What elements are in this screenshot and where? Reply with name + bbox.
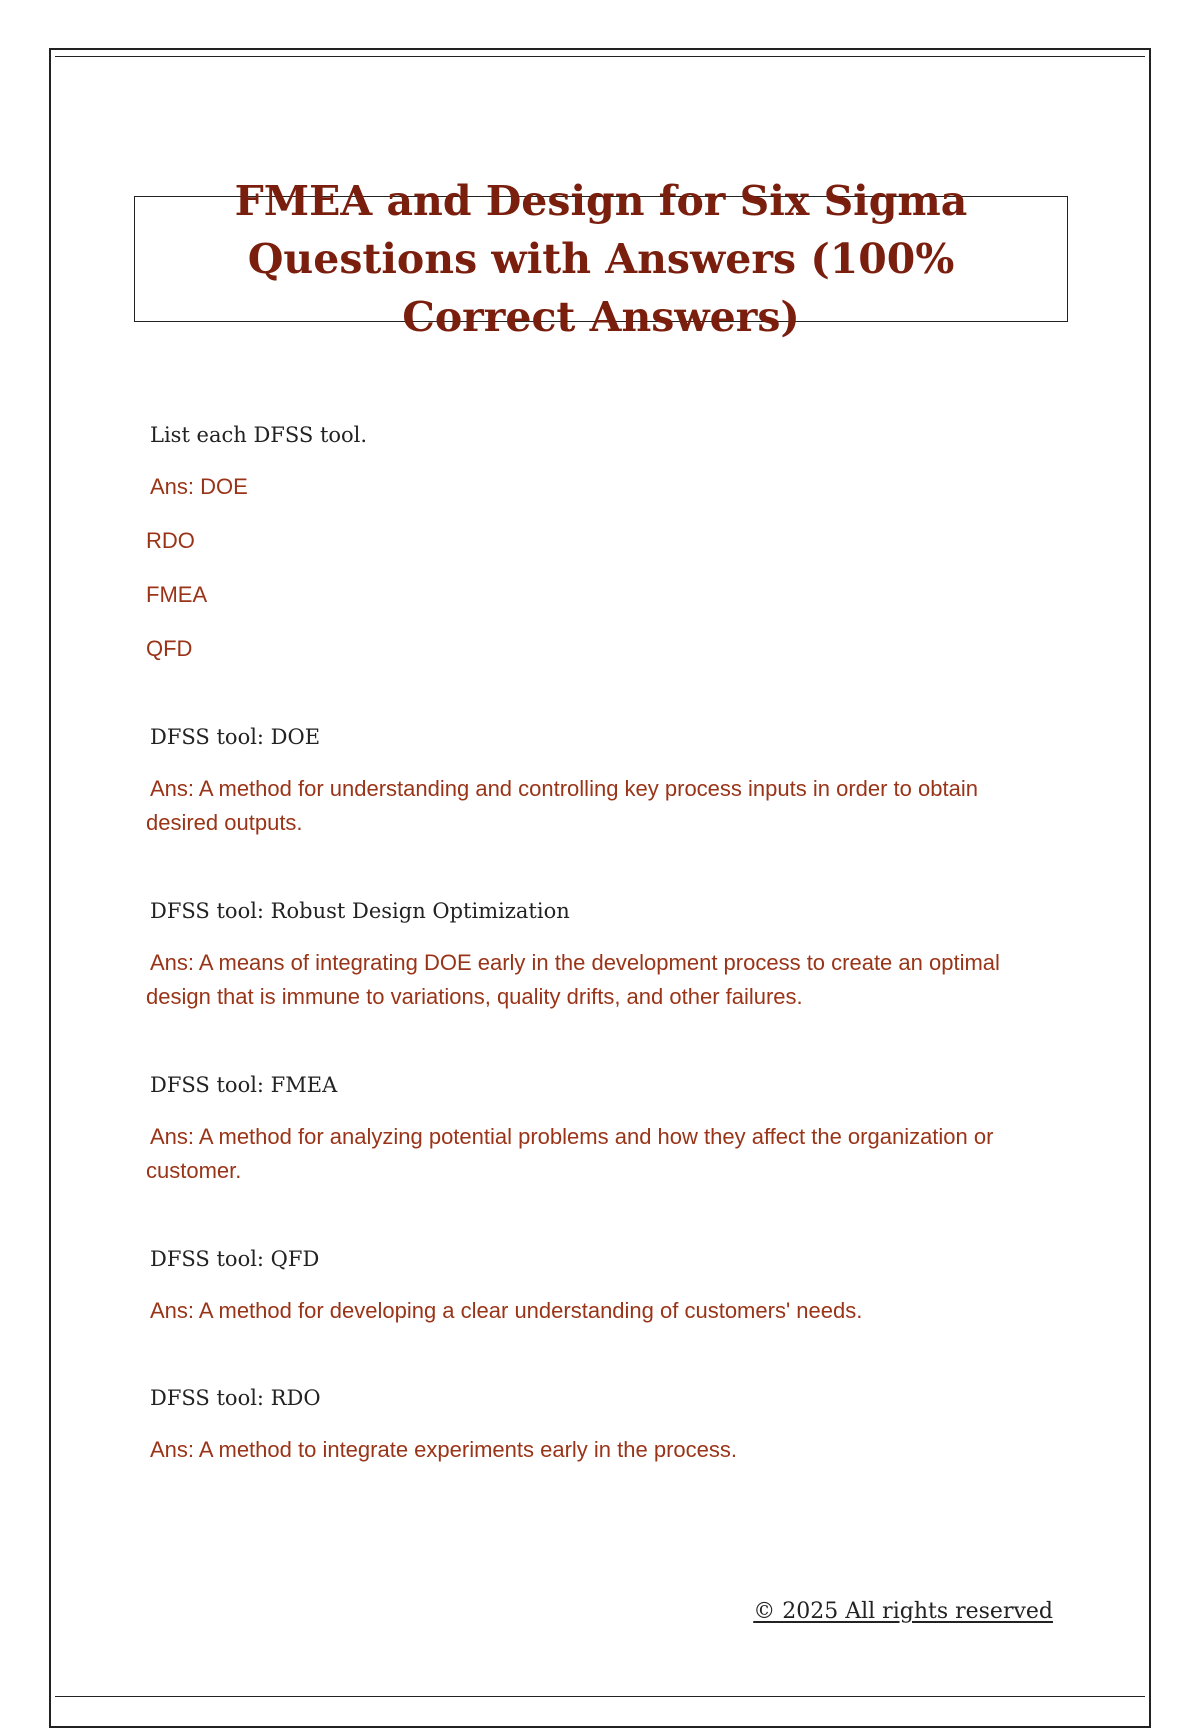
document-title: FMEA and Design for Six Sigma Questions with Answers (100% Correct Answers) [234, 177, 968, 341]
qa-item [146, 722, 1046, 840]
question-text: DFSS tool: RDO [150, 1386, 321, 1410]
answer-line: RDO [146, 528, 195, 553]
top-rule [55, 56, 1145, 57]
qa-item [146, 1383, 1046, 1467]
answer-line: Ans: DOE [150, 474, 248, 499]
answer-text: Ans: A method for analyzing potential problems and how they affect the organization or customer. [146, 1124, 994, 1183]
question-text: DFSS tool: Robust Design Optimization [150, 899, 570, 923]
qa-item [146, 896, 1046, 1014]
answer-text: Ans: A method for developing a clear understanding of customers' needs. [150, 1298, 863, 1323]
answer-text: Ans: A means of integrating DOE early in the development process to create an optimal design that is immune to variations, quality drifts, and other failures. [146, 950, 1000, 1009]
qa-item [146, 1070, 1046, 1188]
question-text: DFSS tool: FMEA [150, 1073, 338, 1097]
copyright-footer: © 2025 All rights reserved [753, 1599, 1053, 1624]
question-text: List each DFSS tool. [150, 423, 368, 447]
question-text: DFSS tool: QFD [150, 1247, 320, 1271]
answer-text: Ans: A method for understanding and controlling key process inputs in order to obtain desired outputs. [146, 776, 978, 835]
answer-text: Ans: A method to integrate experiments early in the process. [150, 1437, 737, 1462]
qa-item [146, 1244, 1046, 1328]
question-text: DFSS tool: DOE [150, 725, 321, 749]
bottom-rule [55, 1696, 1145, 1697]
title-box [134, 177, 1068, 341]
answer-line: FMEA [146, 582, 208, 607]
answer-line: QFD [146, 636, 193, 661]
qa-item [146, 420, 1046, 666]
